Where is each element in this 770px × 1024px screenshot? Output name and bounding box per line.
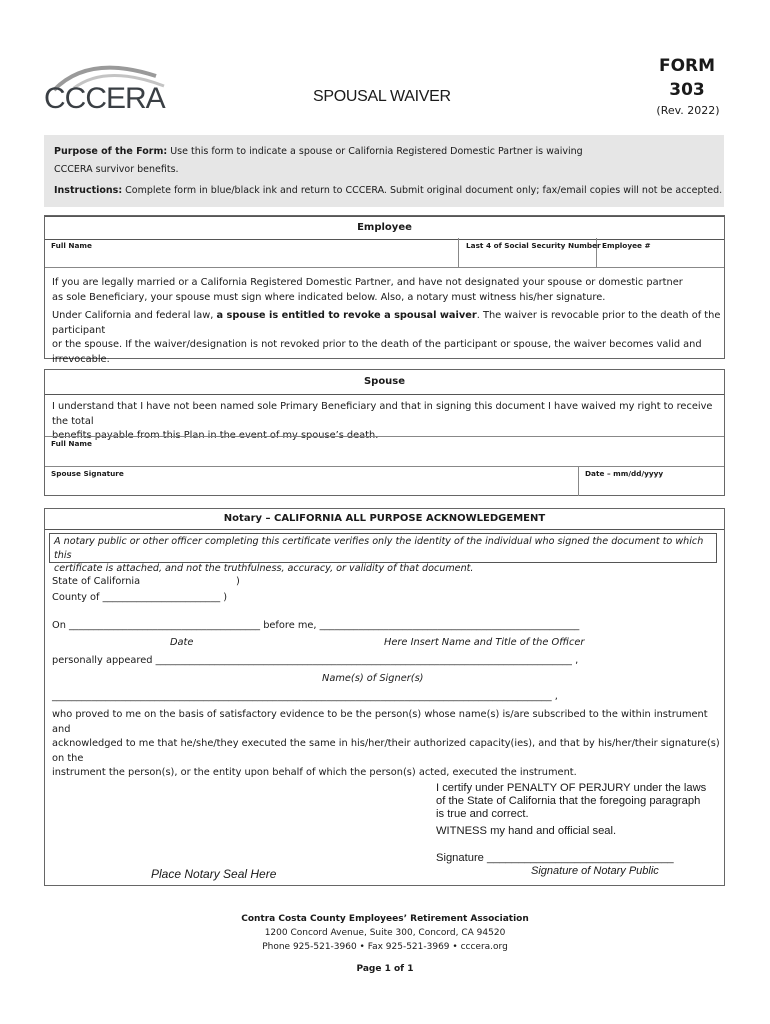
purpose-text-1: Purpose of the Form: Use this form to indicate a spouse or California Registered Domestic Partner is waiving	[54, 146, 583, 157]
notary-disclaimer: A notary public or other officer completing this certificate verifies only the identity of the individual who signed the document to which this certificate is attached, and not the truthfulness, accuracy, or validity of that document.	[49, 533, 717, 563]
form-revision: (Rev. 2022)	[656, 104, 720, 117]
footer-org-name: Contra Costa County Employees’ Retirement Association	[241, 914, 529, 924]
footer-contact: Phone 925-521-3960 • Fax 925-521-3969 • cccera.org	[262, 942, 508, 952]
employee-notice: If you are legally married or a California Registered Domestic Partner, and have not designated your spouse or domestic partner as sole Beneficiary, your spouse must sign where indicated below. Also, a notary must witness his/her signature. Under California and federal law, a spouse is entitled to revoke a spousal waiver. The waiver is revocable prior to the death of the participant or the spouse. If the waiver/designation is not revoked prior to the death of the participant or spouse, the waiver becomes valid and irrevocable.	[52, 277, 721, 365]
instructions-text: Instructions: Complete form in blue/black ink and return to CCCERA. Submit original document only; fax/email copies will not be accepted.	[54, 185, 723, 196]
proof-statement: who proved to me on the basis of satisfactory evidence to be the person(s) whose name(s) is/are subscribed to the within instrument and acknowledged to me that he/she/they executed the same in his/her/their authorized capacity(ies), and that by his/her/their signature(s) on the instrument the person(s), or the entity upon behalf of which the person(s) acted, executed the instrument.	[52, 709, 720, 778]
logo-wordmark: CCCERA	[44, 82, 165, 115]
ssn-label: Last 4 of Social Security Number	[466, 241, 601, 250]
notary-seal-placeholder: Place Notary Seal Here	[151, 867, 277, 881]
employee-full-name-label: Full Name	[51, 241, 92, 250]
spouse-statement: I understand that I have not been named sole Primary Beneficiary and that in signing this document I have waived my right to receive the total benefits payable from this Plan in the event of my spouse’s death.	[52, 401, 713, 441]
officer-caption: Here Insert Name and Title of the Officer	[384, 637, 585, 648]
state-paren: )	[236, 576, 240, 587]
cccera-logo	[44, 58, 174, 120]
instructions-label: Instructions:	[54, 185, 123, 196]
purpose-text-2: CCCERA survivor benefits.	[54, 164, 179, 175]
spouse-date-field[interactable]	[581, 478, 721, 494]
spouse-full-name-field[interactable]	[47, 449, 721, 464]
notary-section	[44, 508, 725, 886]
page-number: Page 1 of 1	[356, 964, 414, 974]
on-date-line: On _______________________________________ before me, _____________________________________________________	[52, 620, 580, 631]
perjury-certification: I certify under PENALTY OF PERJURY under the laws of the State of California that the foregoing paragraph is true and correct.	[436, 782, 707, 821]
footer-address: 1200 Concord Avenue, Suite 300, Concord, CA 94520	[264, 928, 506, 938]
footer	[0, 912, 770, 954]
spouse-section	[44, 369, 725, 496]
spouse-heading: Spouse	[45, 370, 724, 395]
employee-number-label: Employee #	[602, 241, 651, 250]
signers-continuation-line: ______________________________________________________________________________________________________ ,	[52, 691, 558, 702]
employee-full-name-field[interactable]	[47, 250, 455, 265]
form-label: FORM	[658, 56, 716, 76]
employee-number-field[interactable]	[599, 250, 721, 265]
spouse-signature-label: Spouse Signature	[51, 469, 124, 478]
employee-section	[44, 215, 725, 365]
notary-signature-line[interactable]: Signature ______________________________	[436, 852, 674, 864]
notary-heading: Notary – CALIFORNIA ALL PURPOSE ACKNOWLEDGEMENT	[45, 509, 724, 530]
county-line: County of ________________________ )	[52, 592, 228, 603]
date-caption: Date	[170, 637, 194, 648]
witness-text: WITNESS my hand and official seal.	[436, 825, 617, 837]
ssn-field[interactable]	[461, 250, 593, 265]
spouse-date-label: Date – mm/dd/yyyy	[585, 469, 664, 478]
form-number: 303	[669, 80, 705, 100]
spouse-signature-field[interactable]	[47, 478, 575, 494]
page-title: SPOUSAL WAIVER	[313, 88, 451, 105]
state-line: State of California	[52, 576, 141, 587]
employee-heading: Employee	[45, 216, 724, 240]
intro-panel	[44, 135, 724, 207]
purpose-label: Purpose of the Form:	[54, 146, 168, 157]
personally-appeared-line: personally appeared _____________________________________________________________________________________ ,	[52, 655, 579, 666]
signers-caption: Name(s) of Signer(s)	[322, 673, 424, 684]
notary-signature-caption: Signature of Notary Public	[531, 865, 659, 877]
revoke-emphasis: a spouse is entitled to revoke a spousal waiver	[216, 310, 477, 321]
spouse-full-name-label: Full Name	[51, 439, 92, 448]
